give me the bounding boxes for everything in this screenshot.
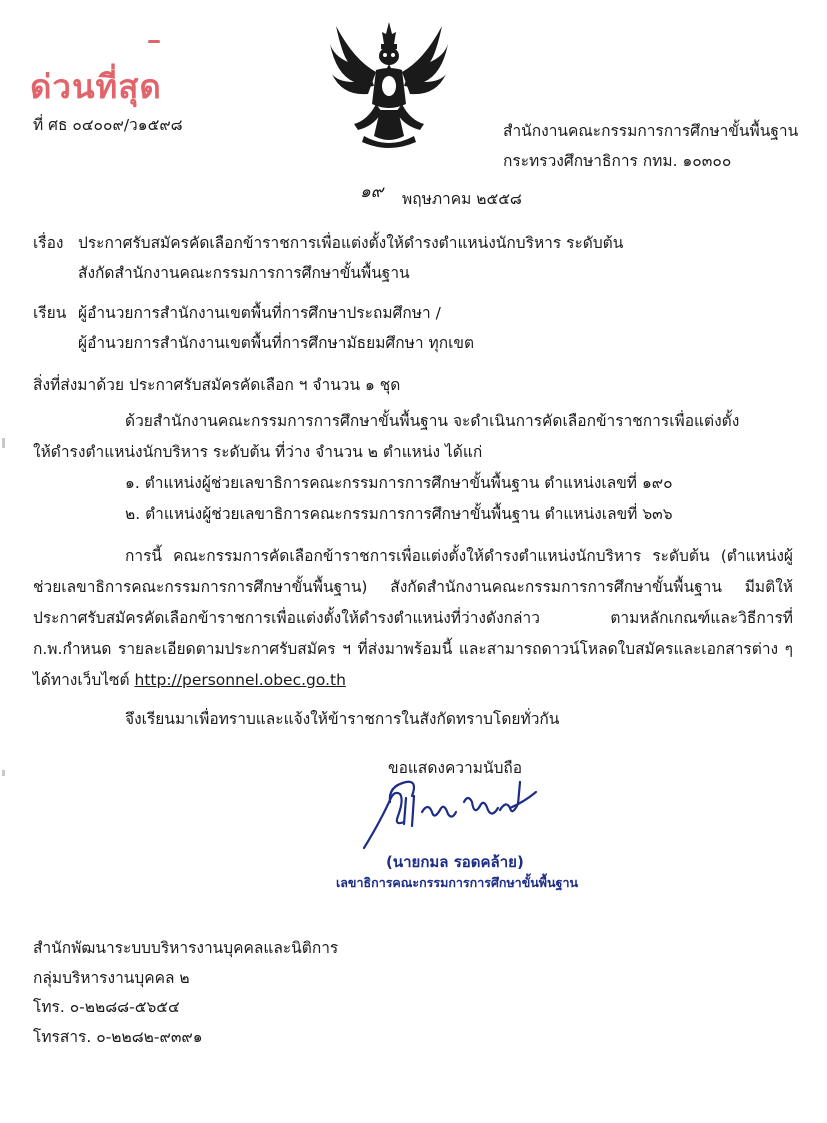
recipient-label: เรียน <box>33 304 67 322</box>
subject-line-2: สังกัดสำนักงานคณะกรรมการการศึกษาขั้นพื้นฐาน <box>78 264 410 282</box>
website-link[interactable]: http://personnel.obec.go.th <box>134 671 346 689</box>
stamp-mark <box>148 40 160 43</box>
footer-department: สำนักพัฒนาระบบบริหารงานบุคคลและนิติการ <box>33 939 339 957</box>
office-address: กระทรวงศึกษาธิการ กทม. ๑๐๓๐๐ <box>503 152 732 170</box>
garuda-emblem-icon <box>328 20 450 148</box>
footer-telephone: โทร. ๐-๒๒๘๘-๕๖๕๔ <box>33 998 180 1016</box>
body-para2-text: การนี้ คณะกรรมการคัดเลือกข้าราชการเพื่อแต่งตั้งให้ดำรงตำแหน่งนักบริหาร ระดับต้น (ตำแหน่งผู้ช่วยเลขาธิการคณะกรรมการการศึกษาขั้นพื้นฐาน) สังกัดสำนักงานคณะกรรมการการศึกษาขั้นพื้นฐาน มีมติให้ประกาศรับสมัครคัดเลือกข้าราชการเพื่อแต่งตั้งให้ดำรงตำแหน่งที่ว่างดังกล่าว ตามหลักเกณฑ์และวิธีการที่ ก.พ.กำหนด รายละเอียดตามประกาศรับสมัคร ฯ ที่ส่งมาพร้อมนี้ และสามารถดาวน์โหลดใบสมัครและเอกสารต่าง ๆ ได้ทางเว็บไซต์ <box>33 547 793 689</box>
enclosure: สิ่งที่ส่งมาด้วย ประกาศรับสมัครคัดเลือก ฯ จำนวน ๑ ชุด <box>33 376 401 394</box>
position-item-2: ๒. ตำแหน่งผู้ช่วยเลขาธิการคณะกรรมการการศึกษาขั้นพื้นฐาน ตำแหน่งเลขที่ ๖๓๖ <box>125 505 673 523</box>
handwritten-signature-icon <box>360 772 570 852</box>
position-item-1: ๑. ตำแหน่งผู้ช่วยเลขาธิการคณะกรรมการการศึกษาขั้นพื้นฐาน ตำแหน่งเลขที่ ๑๙๐ <box>125 474 673 492</box>
recipient-line-1: ผู้อำนวยการสำนักงานเขตพื้นที่การศึกษาประถมศึกษา / <box>78 304 441 322</box>
body-para1-line1: ด้วยสำนักงานคณะกรรมการการศึกษาขั้นพื้นฐาน จะดำเนินการคัดเลือกข้าราชการเพื่อแต่งตั้ง <box>125 412 740 430</box>
body-para3: จึงเรียนมาเพื่อทราบและแจ้งให้ข้าราชการในสังกัดทราบโดยทั่วกัน <box>125 710 560 728</box>
signatory-title: เลขาธิการคณะกรรมการการศึกษาขั้นพื้นฐาน <box>336 875 579 890</box>
date-day-handwritten: ๑๙ <box>360 182 384 202</box>
office-name: สำนักงานคณะกรรมการการศึกษาขั้นพื้นฐาน <box>503 122 799 140</box>
scan-artifact <box>2 438 5 448</box>
date-month-year: พฤษภาคม ๒๕๕๘ <box>402 190 522 208</box>
footer-fax: โทรสาร. ๐-๒๒๘๒-๙๓๙๑ <box>33 1028 203 1046</box>
subject-line-1: ประกาศรับสมัครคัดเลือกข้าราชการเพื่อแต่งตั้งให้ดำรงตำแหน่งนักบริหาร ระดับต้น <box>78 234 624 252</box>
scan-artifact <box>2 770 5 776</box>
recipient-line-2: ผู้อำนวยการสำนักงานเขตพื้นที่การศึกษามัธยมศึกษา ทุกเขต <box>78 334 475 352</box>
subject-label: เรื่อง <box>33 234 64 252</box>
body-para2 <box>33 541 793 696</box>
footer-group: กลุ่มบริหารงานบุคคล ๒ <box>33 969 190 987</box>
urgent-stamp: ด่วนที่สุด <box>30 67 162 106</box>
signatory-name: (นายกมล รอดคล้าย) <box>386 853 524 871</box>
closing: ขอแสดงความนับถือ <box>388 759 523 777</box>
body-para1-line2: ให้ดำรงตำแหน่งนักบริหาร ระดับต้น ที่ว่าง จำนวน ๒ ตำแหน่ง ได้แก่ <box>33 443 483 461</box>
document-number: ที่ ศธ ๐๔๐๐๙/ว๑๕๙๘ <box>33 116 183 134</box>
